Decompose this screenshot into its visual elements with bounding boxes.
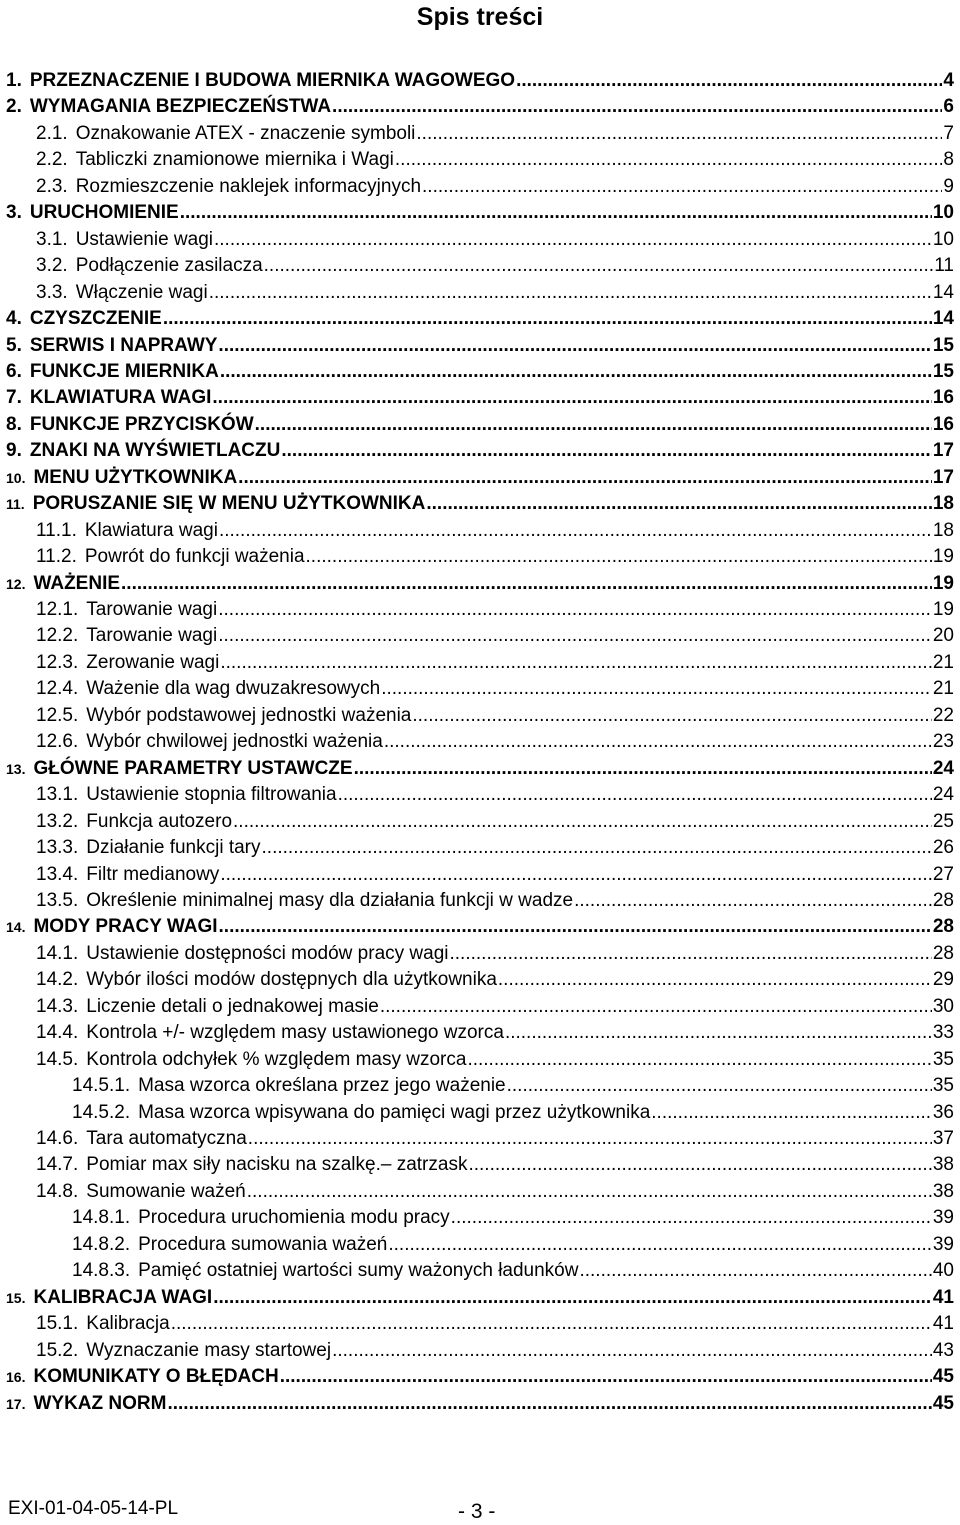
- toc-entry[interactable]: [6, 914, 954, 940]
- toc-entry-number: 5.: [6, 334, 22, 356]
- toc-entry-page: 22: [932, 704, 954, 726]
- toc-entry[interactable]: [6, 1391, 954, 1417]
- toc-entry-number: 11.: [6, 496, 25, 513]
- toc-leader-dots: [416, 121, 942, 147]
- toc-entry-title: KLAWIATURA WAGI: [29, 387, 212, 409]
- toc-entry-page: 33: [932, 1022, 954, 1044]
- toc-entry[interactable]: [36, 1047, 954, 1073]
- toc-entry[interactable]: [6, 333, 954, 359]
- toc-entry[interactable]: [36, 1338, 954, 1364]
- toc-entry[interactable]: [72, 1073, 954, 1099]
- toc-entry-title: PORUSZANIE SIĘ W MENU UŻYTKOWNIKA: [32, 493, 426, 515]
- toc-entry[interactable]: [6, 571, 954, 597]
- toc-entry-number: 14.8.3.: [72, 1260, 131, 1282]
- toc-entry-page: 11: [934, 255, 954, 277]
- toc-entry-title: SERWIS I NAPRAWY: [29, 334, 218, 356]
- toc-entry-title: URUCHOMIENIE: [29, 202, 179, 224]
- toc-entry-number: 11.1.: [36, 519, 77, 541]
- toc-entry-title: Ustawienie stopnia filtrowania: [86, 784, 337, 806]
- toc-entry-number: 2.3.: [36, 175, 68, 197]
- toc-entry[interactable]: [6, 438, 954, 464]
- toc-entry-number: 14.5.1.: [72, 1075, 131, 1097]
- toc-entry-number: 12.3.: [36, 651, 79, 673]
- toc-leader-dots: [180, 200, 932, 226]
- toc-entry[interactable]: [36, 967, 954, 993]
- toc-entry-title: Liczenie detali o jednakowej masie: [86, 995, 379, 1017]
- toc-entry-number: 2.: [6, 96, 22, 118]
- toc-entry-number: 6.: [6, 360, 22, 382]
- toc-entry-page: 38: [932, 1180, 954, 1202]
- toc-entry-page: 39: [932, 1233, 954, 1255]
- toc-entry-number: 12.4.: [36, 678, 79, 700]
- toc-entry-page: 27: [932, 863, 954, 885]
- toc-entry-title: Kalibracja: [86, 1313, 170, 1335]
- toc-entry[interactable]: [36, 1020, 954, 1046]
- toc-leader-dots: [248, 1126, 932, 1152]
- toc-entry-page: 40: [932, 1260, 954, 1282]
- toc-entry-page: 18: [932, 493, 954, 515]
- toc-leader-dots: [280, 1364, 932, 1390]
- toc-entry-title: ZNAKI NA WYŚWIETLACZU: [29, 440, 281, 462]
- toc-leader-dots: [233, 809, 932, 835]
- toc-entry-title: Tabliczki znamionowe miernika i Wagi: [75, 149, 394, 171]
- toc-entry-number: 17.: [6, 1395, 26, 1412]
- toc-leader-dots: [380, 994, 932, 1020]
- toc-entry-number: 1.: [6, 70, 22, 91]
- toc-entry-page: 45: [932, 1366, 954, 1388]
- toc-entry[interactable]: [72, 1100, 954, 1126]
- toc-entry[interactable]: [6, 412, 954, 438]
- toc-entry-number: 14.2.: [36, 969, 79, 991]
- toc-entry[interactable]: [36, 809, 954, 835]
- toc-entry[interactable]: [36, 544, 954, 570]
- toc-entry-page: 35: [932, 1048, 954, 1070]
- toc-entry-number: 13.4.: [36, 863, 79, 885]
- toc-entry-page: 21: [932, 651, 954, 673]
- toc-entry[interactable]: [36, 1152, 954, 1178]
- toc-entry[interactable]: [36, 729, 954, 755]
- toc-entry[interactable]: [36, 227, 954, 253]
- toc-entry[interactable]: [36, 1311, 954, 1337]
- toc-entry-page: 14: [932, 308, 954, 330]
- toc-entry-title: Wybór chwilowej jednostki ważenia: [86, 731, 383, 753]
- toc-entry-number: 12.1.: [36, 599, 79, 620]
- toc-entry-title: Zerowanie wagi: [86, 651, 220, 673]
- toc-entry-title: FUNKCJE PRZYCISKÓW: [29, 413, 254, 435]
- toc-entry-number: 13.2.: [36, 810, 79, 832]
- toc-leader-dots: [264, 253, 934, 279]
- toc-entry-page: 15: [932, 360, 954, 382]
- toc-entry-title: PRZEZNACZENIE I BUDOWA MIERNIKA WAGOWEGO: [29, 70, 516, 91]
- toc-entry[interactable]: [36, 147, 954, 173]
- toc-entry-number: 14.8.2.: [72, 1233, 131, 1255]
- toc-entry-title: Ustawienie dostępności modów pracy wagi: [86, 942, 449, 964]
- toc-entry-title: Klawiatura wagi: [84, 519, 218, 541]
- toc-leader-dots: [338, 782, 932, 808]
- toc-entry-number: 14.8.1.: [72, 1207, 131, 1229]
- toc-entry-number: 15.2.: [36, 1339, 79, 1361]
- toc-entry-number: 8.: [6, 413, 22, 435]
- toc-entry-number: 3.1.: [36, 228, 68, 250]
- toc-entry-number: 4.: [6, 308, 22, 330]
- toc-leader-dots: [450, 941, 932, 967]
- toc-entry-page: 37: [932, 1128, 954, 1149]
- toc-entry-page: 19: [932, 546, 954, 568]
- toc-entry-number: 15.1.: [36, 1313, 79, 1335]
- toc-entry[interactable]: [36, 862, 954, 888]
- toc-entry[interactable]: [36, 994, 954, 1020]
- toc-entry-title: Rozmieszczenie naklejek informacyjnych: [75, 175, 422, 197]
- toc-entry-page: 20: [932, 625, 954, 647]
- toc-entry-page: 28: [932, 942, 954, 964]
- toc-entry[interactable]: [36, 280, 954, 306]
- toc-entry[interactable]: [72, 1205, 954, 1231]
- toc-entry-title: MENU UŻYTKOWNIKA: [33, 466, 238, 488]
- toc-entry-title: CZYSZCZENIE: [29, 308, 162, 330]
- toc-entry-title: Procedura sumowania ważeń: [138, 1233, 388, 1255]
- toc-entry[interactable]: [36, 174, 954, 200]
- toc-entry-number: 10.: [6, 469, 26, 486]
- toc-leader-dots: [516, 68, 942, 94]
- toc-leader-dots: [167, 1391, 931, 1417]
- toc-entry[interactable]: [36, 835, 954, 861]
- toc-entry-page: 24: [932, 784, 954, 806]
- toc-entry-number: 3.: [6, 202, 22, 224]
- toc-entry-number: 14.5.: [36, 1048, 79, 1070]
- toc-entry-number: 14.8.: [36, 1180, 79, 1202]
- toc-entry-page: 16: [932, 387, 954, 409]
- toc-entry[interactable]: [36, 782, 954, 808]
- toc-entry[interactable]: [72, 1258, 954, 1284]
- toc-leader-dots: [451, 1205, 932, 1231]
- toc-entry[interactable]: [36, 1126, 954, 1152]
- toc-entry-page: 24: [932, 757, 954, 779]
- toc-entry[interactable]: [36, 253, 954, 279]
- toc-leader-dots: [219, 914, 932, 940]
- toc-entry-number: 16.: [6, 1369, 26, 1386]
- toc-entry-title: Kontrola odchyłek % względem masy wzorca: [86, 1048, 467, 1070]
- document-code: EXI-01-04-05-14-PL: [8, 1498, 179, 1519]
- toc-entry-page: 16: [932, 413, 954, 435]
- toc-leader-dots: [163, 306, 932, 332]
- toc-entry-page: 36: [932, 1101, 954, 1123]
- toc-entry-number: 3.2.: [36, 255, 68, 277]
- toc-entry-title: Ważenie dla wag dwuzakresowych: [86, 678, 381, 700]
- toc-leader-dots: [332, 94, 942, 120]
- toc-entry-title: WAŻENIE: [33, 572, 121, 594]
- toc-entry[interactable]: [6, 68, 954, 94]
- toc-entry-title: Włączenie wagi: [75, 281, 208, 303]
- toc-leader-dots: [209, 280, 932, 306]
- toc-leader-dots: [388, 1232, 932, 1258]
- toc-leader-dots: [507, 1073, 932, 1099]
- toc-entry-title: Wybór ilości modów dostępnych dla użytkownika: [86, 969, 497, 991]
- toc-entry-title: Określenie minimalnej masy dla działania funkcji w wadze: [86, 889, 574, 911]
- toc-leader-dots: [332, 1338, 932, 1364]
- toc-entry-title: Masa wzorca wpisywana do pamięci wagi przez użytkownika: [138, 1101, 651, 1123]
- toc-leader-dots: [306, 544, 932, 570]
- toc-entry[interactable]: [36, 676, 954, 702]
- toc-entry-title: Procedura uruchomienia modu pracy: [138, 1207, 450, 1229]
- toc-leader-dots: [498, 967, 932, 993]
- toc-entry-title: WYMAGANIA BEZPIECZEŃSTWA: [29, 96, 332, 118]
- toc-entry-page: 43: [932, 1339, 954, 1361]
- toc-entry-number: 14.5.2.: [72, 1101, 131, 1123]
- toc-entry-number: 2.1.: [36, 122, 68, 144]
- toc-leader-dots: [218, 333, 931, 359]
- toc-entry[interactable]: [6, 200, 954, 226]
- toc-entry-title: Pomiar max siły nacisku na szalkę.– zatrzask: [86, 1154, 468, 1176]
- toc-leader-dots: [218, 623, 932, 649]
- toc-entry-title: Tarowanie wagi: [86, 625, 218, 647]
- toc-entry-title: WYKAZ NORM: [33, 1392, 167, 1414]
- toc-entry-number: 13.: [6, 760, 26, 777]
- toc-entry-title: FUNKCJE MIERNIKA: [29, 360, 219, 382]
- toc-leader-dots: [214, 227, 932, 253]
- toc-leader-dots: [505, 1020, 932, 1046]
- toc-entry-title: Tara automatyczna: [86, 1128, 247, 1149]
- toc-entry[interactable]: [36, 650, 954, 676]
- toc-entry[interactable]: [36, 518, 954, 544]
- toc-entry-title: Filtr medianowy: [86, 863, 220, 885]
- toc-entry-page: 28: [932, 916, 954, 938]
- toc-entry-number: 13.1.: [36, 784, 79, 806]
- toc-entry-page: 41: [932, 1286, 954, 1308]
- toc-entry-number: 12.6.: [36, 731, 79, 753]
- toc-entry-number: 14.4.: [36, 1022, 79, 1044]
- toc-leader-dots: [212, 385, 931, 411]
- toc-entry-page: 7: [943, 122, 954, 144]
- toc-entry-number: 13.5.: [36, 889, 79, 911]
- toc-entry-page: 38: [932, 1154, 954, 1176]
- toc-entry-title: Powrót do funkcji ważenia: [84, 546, 305, 568]
- toc-entry[interactable]: [36, 941, 954, 967]
- toc-entry[interactable]: [6, 756, 954, 782]
- toc-entry-number: 14.3.: [36, 995, 79, 1017]
- toc-entry-title: Masa wzorca określana przez jego ważenie: [138, 1075, 506, 1097]
- toc-leader-dots: [247, 1179, 932, 1205]
- toc-entry[interactable]: [6, 359, 954, 385]
- toc-entry-number: 2.2.: [36, 149, 68, 171]
- toc-leader-dots: [213, 1285, 932, 1311]
- toc-entry-title: Pamięć ostatniej wartości sumy ważonych ładunków: [138, 1260, 579, 1282]
- toc-leader-dots: [220, 650, 932, 676]
- toc-entry-page: 28: [932, 889, 954, 911]
- toc-leader-dots: [238, 465, 932, 491]
- toc-entry-title: Działanie funkcji tary: [86, 837, 261, 859]
- toc-entry-number: 14.7.: [36, 1154, 79, 1176]
- toc-entry-page: 19: [932, 572, 954, 594]
- toc-entry[interactable]: [36, 623, 954, 649]
- toc-entry-page: 15: [932, 334, 954, 356]
- toc-entry[interactable]: [36, 888, 954, 914]
- toc-entry-page: 30: [932, 995, 954, 1017]
- toc-entry-page: 9: [943, 175, 954, 197]
- toc-entry-title: Wyznaczanie masy startowej: [86, 1339, 332, 1361]
- toc-entry-page: 45: [932, 1392, 954, 1414]
- toc-entry-title: Tarowanie wagi: [86, 599, 218, 620]
- toc-entry-number: 14.1.: [36, 942, 79, 964]
- toc-entry-page: 4: [943, 70, 954, 91]
- toc-leader-dots: [412, 703, 931, 729]
- toc-entry[interactable]: [6, 94, 954, 120]
- page-number: - 3 -: [458, 1500, 496, 1523]
- toc-entry-number: 7.: [6, 387, 22, 409]
- toc-entry[interactable]: [6, 1285, 954, 1311]
- toc-entry-title: Wybór podstawowej jednostki ważenia: [86, 704, 412, 726]
- toc-entry-number: 14.: [6, 919, 26, 936]
- toc-entry-page: 41: [932, 1313, 954, 1335]
- toc-entry[interactable]: [6, 1364, 954, 1390]
- toc-entry-number: 11.2.: [36, 546, 77, 568]
- toc-leader-dots: [467, 1047, 931, 1073]
- toc-entry-page: 35: [932, 1075, 954, 1097]
- toc-leader-dots: [574, 888, 932, 914]
- toc-leader-dots: [255, 412, 932, 438]
- page-title: Spis treści: [416, 3, 544, 31]
- toc-entry-title: KOMUNIKATY O BŁĘDACH: [33, 1366, 279, 1388]
- toc-entry-page: 26: [932, 837, 954, 859]
- toc-entry-number: 12.2.: [36, 625, 79, 647]
- toc-entry-page: 17: [932, 466, 954, 488]
- toc-entry-page: 17: [932, 440, 954, 462]
- toc-entry-number: 12.5.: [36, 704, 79, 726]
- toc-leader-dots: [121, 571, 932, 597]
- toc-entry[interactable]: [36, 703, 954, 729]
- toc-entry-page: 29: [932, 969, 954, 991]
- toc-entry-page: 21: [932, 678, 954, 700]
- toc-entry-title: Ustawienie wagi: [75, 228, 213, 250]
- toc-leader-dots: [219, 518, 932, 544]
- toc-entry-page: 19: [932, 599, 954, 620]
- toc-leader-dots: [218, 597, 932, 623]
- toc-entry-page: 14: [932, 281, 954, 303]
- toc-entry-page: 6: [943, 96, 954, 118]
- toc-leader-dots: [354, 756, 932, 782]
- toc-entry-page: 25: [932, 810, 954, 832]
- toc-entry-number: 15.: [6, 1289, 26, 1306]
- toc-entry[interactable]: [36, 121, 954, 147]
- toc-entry-page: 10: [932, 228, 954, 250]
- toc-leader-dots: [384, 729, 932, 755]
- toc-entry[interactable]: [72, 1232, 954, 1258]
- toc-entry-number: 3.3.: [36, 281, 68, 303]
- toc-entry[interactable]: [36, 1179, 954, 1205]
- toc-leader-dots: [579, 1258, 931, 1284]
- toc-entry-title: GŁÓWNE PARAMETRY USTAWCZE: [33, 757, 353, 779]
- toc-leader-dots: [426, 491, 931, 517]
- toc-entry-page: 23: [932, 731, 954, 753]
- toc-entry-number: 12.: [6, 575, 26, 592]
- toc-leader-dots: [220, 862, 932, 888]
- toc-entry-number: 9.: [6, 440, 22, 462]
- toc-entry[interactable]: [6, 385, 954, 411]
- toc-entry[interactable]: [6, 491, 954, 517]
- toc-leader-dots: [395, 147, 943, 173]
- toc-entry-page: 18: [932, 519, 954, 541]
- toc-leader-dots: [281, 438, 932, 464]
- toc-leader-dots: [262, 835, 932, 861]
- toc-leader-dots: [422, 174, 942, 200]
- toc-entry-title: MODY PRACY WAGI: [33, 916, 218, 938]
- toc-entry[interactable]: [6, 465, 954, 491]
- toc-leader-dots: [171, 1311, 932, 1337]
- toc-leader-dots: [220, 359, 932, 385]
- toc-entry-page: 39: [932, 1207, 954, 1229]
- toc-entry-page: 10: [932, 202, 954, 224]
- toc-entry-title: KALIBRACJA WAGI: [33, 1286, 213, 1308]
- toc-entry-number: 13.3.: [36, 837, 79, 859]
- toc-entry[interactable]: [36, 597, 954, 623]
- toc-entry-title: Oznakowanie ATEX - znaczenie symboli: [75, 122, 416, 144]
- toc-entry-number: 14.6.: [36, 1128, 79, 1149]
- toc-leader-dots: [381, 676, 932, 702]
- toc-entry-title: Podłączenie zasilacza: [75, 255, 263, 277]
- toc-entry-page: 8: [943, 149, 954, 171]
- toc-entry-title: Sumowanie ważeń: [86, 1180, 246, 1202]
- toc-leader-dots: [468, 1152, 931, 1178]
- toc-entry[interactable]: [6, 306, 954, 332]
- toc-leader-dots: [651, 1100, 932, 1126]
- toc-entry-title: Kontrola +/- względem masy ustawionego wzorca: [86, 1022, 504, 1044]
- toc-entry-title: Funkcja autozero: [86, 810, 233, 832]
